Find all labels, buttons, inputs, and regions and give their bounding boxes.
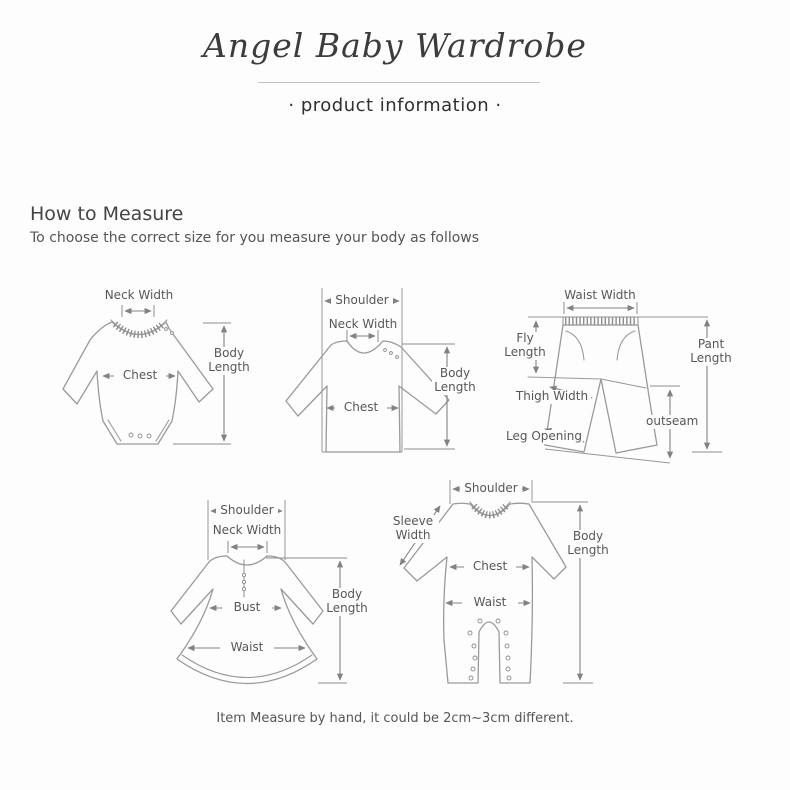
shirt-outline xyxy=(286,341,449,452)
pants-outseam-label: outseam xyxy=(646,414,699,428)
shirt-figure xyxy=(286,288,455,452)
romper-chest-label: Chest xyxy=(464,560,516,574)
shirt-shoulder-label: Shoulder xyxy=(331,294,393,308)
how-to-measure-description: To choose the correct size for you measure your body as follows xyxy=(30,230,480,246)
romper-waist-label: Waist xyxy=(462,596,518,610)
bodysuit-outline xyxy=(63,322,213,444)
shirt-chest-label: Chest xyxy=(335,401,387,415)
shirt-body-length-label: Body Length xyxy=(432,367,478,395)
how-to-measure-heading: How to Measure xyxy=(30,203,184,225)
dress-bust-label: Bust xyxy=(222,601,272,615)
bodysuit-chest-label: Chest xyxy=(114,369,166,383)
dress-neck-width-label: Neck Width xyxy=(212,523,282,537)
brand-title: Angel Baby Wardrobe xyxy=(203,26,587,65)
pants-waist-width-label: Waist Width xyxy=(564,288,636,302)
romper-shoulder-label: Shoulder xyxy=(460,482,522,496)
measurement-note: Item Measure by hand, it could be 2cm~3cm different. xyxy=(216,711,574,726)
pants-fly-length-label: Fly Length xyxy=(502,332,548,360)
pants-thigh-width-label: Thigh Width xyxy=(513,390,591,404)
pants-leg-opening-label: Leg Opening xyxy=(506,429,582,443)
pants-pant-length-label: Pant Length xyxy=(686,338,736,366)
bodysuit-body-length-label: Body Length xyxy=(204,347,254,375)
dress-body-length-label: Body Length xyxy=(324,588,370,616)
section-subtitle: · product information · xyxy=(288,95,502,116)
romper-body-length-label: Body Length xyxy=(565,530,611,558)
dress-outline xyxy=(171,556,323,684)
dress-shoulder-label: Shoulder xyxy=(216,504,278,518)
romper-figure xyxy=(400,480,593,683)
bodysuit-neck-width-label: Neck Width xyxy=(104,288,174,302)
shirt-neck-width-label: Neck Width xyxy=(328,317,398,331)
romper-sleeve-width-label: Sleeve Width xyxy=(387,515,439,543)
dress-waist-label: Waist xyxy=(220,641,274,655)
